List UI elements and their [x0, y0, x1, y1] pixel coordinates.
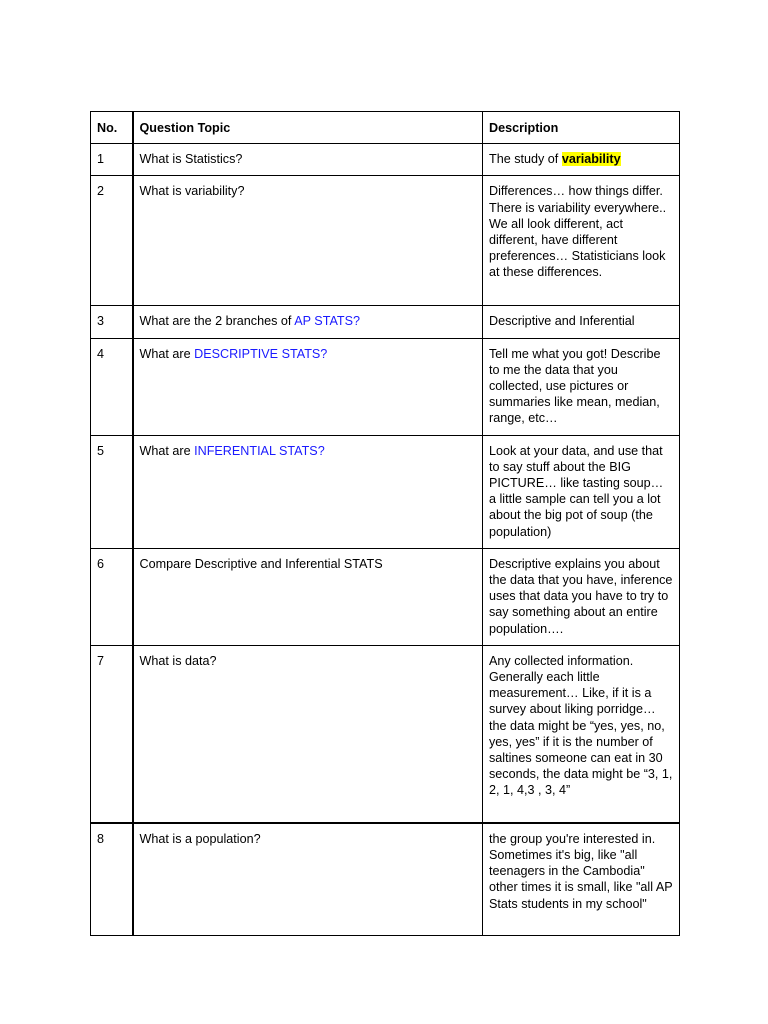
table-row	[91, 144, 680, 176]
description: Descriptive and Inferential	[483, 306, 680, 338]
question-topic	[133, 306, 483, 338]
description: Any collected information. Generally each little measurement… Like, if it is a survey about liking porridge… the data might be “yes, yes, no, yes, yes” if it is the number of saltines someone can eat in 30 seconds, the data might be “3, 1, 2, 1, 4,3 , 3, 4”	[483, 645, 680, 823]
table-row	[91, 645, 680, 823]
header-no: No.	[91, 112, 133, 144]
table-row	[91, 176, 680, 306]
table-row	[91, 306, 680, 338]
question-topic	[133, 548, 483, 645]
description: Differences… how things differ. There is variability everywhere.. We all look different, act different, have different preferences… Statisticians look at these differences.	[483, 176, 680, 306]
topic-text: What are	[139, 443, 195, 458]
question-topic	[133, 823, 483, 936]
description: Look at your data, and use that to say stuff about the BIG PICTURE… like tasting soup… a little sample can tell you a lot about the big pot of soup (the population)	[483, 435, 680, 548]
row-number: 4	[91, 338, 133, 435]
question-table	[90, 111, 680, 936]
row-number: 3	[91, 306, 133, 338]
description: Tell me what you got! Describe to me the data that you collected, use pictures or summaries like mean, median, range, etc…	[483, 338, 680, 435]
topic-text: What is Statistics?	[139, 152, 243, 167]
question-topic	[133, 435, 483, 548]
question-topic	[133, 338, 483, 435]
highlighted-term: variability	[561, 152, 621, 167]
row-number: 5	[91, 435, 133, 548]
question-topic	[133, 176, 483, 306]
topic-text: What are the 2 branches of	[139, 314, 295, 329]
row-number: 6	[91, 548, 133, 645]
row-number: 7	[91, 645, 133, 823]
table-row	[91, 823, 680, 936]
row-number: 8	[91, 823, 133, 936]
table-row	[91, 338, 680, 435]
header-question-topic: Question Topic	[133, 112, 483, 144]
row-number: 2	[91, 176, 133, 306]
topic-text: What is data?	[139, 653, 217, 668]
table-row	[91, 548, 680, 645]
description: Descriptive explains you about the data that you have, inference uses that data you have to try to say something about an entire population….	[483, 548, 680, 645]
topic-text: What is a population?	[139, 831, 261, 846]
topic-link-text: AP STATS?	[294, 314, 361, 329]
topic-text: Compare Descriptive and Inferential STATS	[139, 556, 383, 571]
question-topic	[133, 645, 483, 823]
description-text: The study of	[489, 152, 562, 167]
header-description: Description	[483, 112, 680, 144]
question-topic	[133, 144, 483, 176]
description	[483, 144, 680, 176]
table-row	[91, 435, 680, 548]
topic-text: What are	[139, 346, 195, 361]
row-number: 1	[91, 144, 133, 176]
topic-link-text: INFERENTIAL STATS?	[194, 443, 325, 458]
description: the group you're interested in. Sometimes it's big, like "all teenagers in the Cambodia" other times it is small, like "all AP Stats students in my school"	[483, 823, 680, 936]
table-header-row	[91, 112, 680, 144]
topic-text: What is variability?	[139, 184, 245, 199]
topic-link-text: DESCRIPTIVE STATS?	[194, 346, 328, 361]
